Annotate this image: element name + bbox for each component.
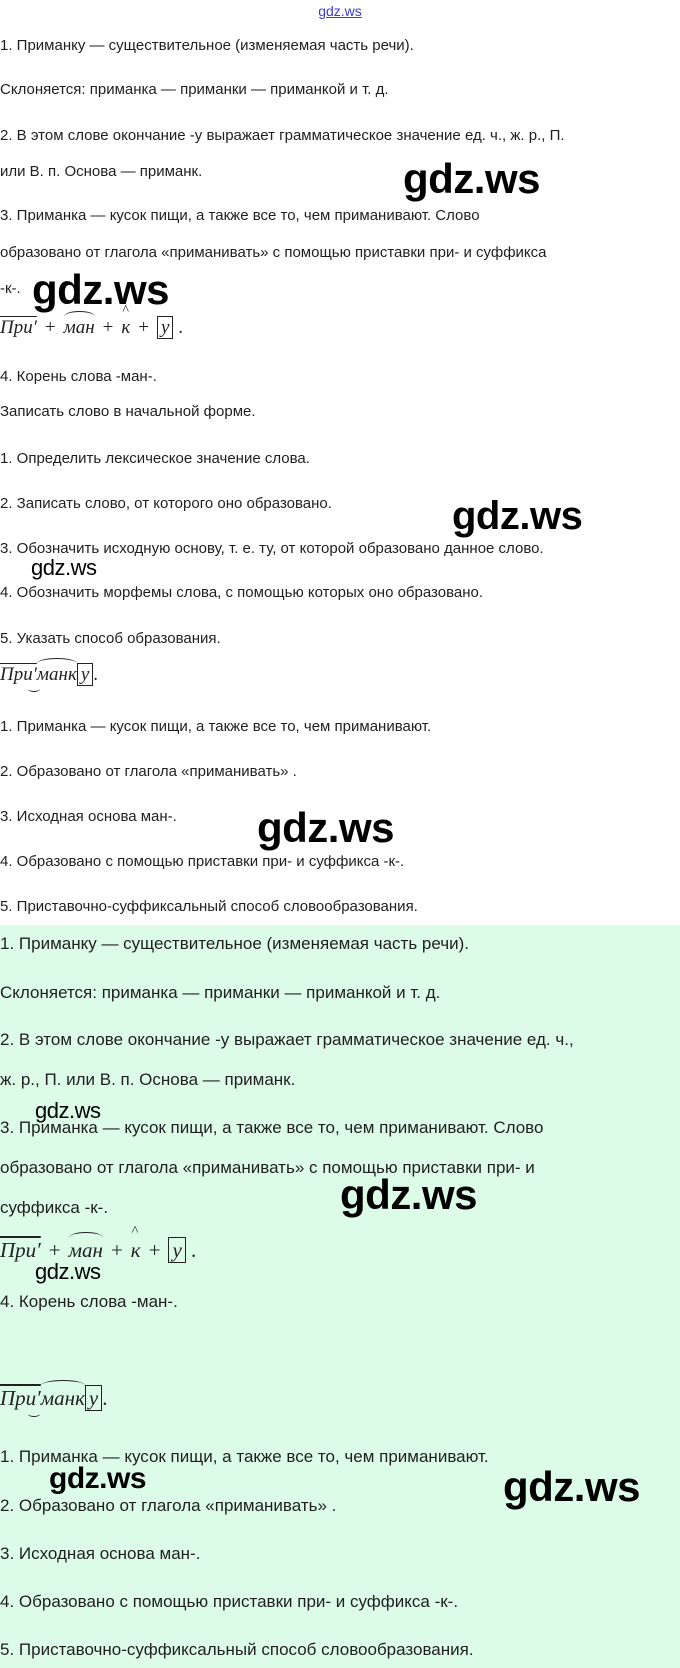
- text-line: образовано от глагола «приманивать» с помощью приставки при- и суффикса: [0, 244, 547, 261]
- text-line: Записать слово в начальной форме.: [0, 403, 256, 420]
- suffix-mark: ^ к: [121, 317, 130, 339]
- watermark: gdz.ws: [49, 1462, 147, 1495]
- text-line: 2. В этом слове окончание -у выражает грамматическое значение ед. ч.,: [0, 1030, 574, 1049]
- text-line: 2. Образовано от глагола «приманивать» .: [0, 1496, 337, 1515]
- prefix-mark: При′: [0, 317, 37, 338]
- text-line: 4. Образовано с помощью приставки при- и суффикса -к-.: [0, 853, 405, 870]
- root-mark: ман: [68, 1238, 103, 1262]
- text-line: или В. п. Основа — приманк.: [0, 163, 203, 180]
- text-line: 3. Исходная основа ман-.: [0, 1544, 201, 1563]
- text-line: 1. Приманку — существительное (изменяемая часть речи).: [0, 37, 414, 54]
- text-line: Склоняется: приманка — приманки — приманкой и т. д.: [0, 983, 441, 1002]
- text-line: 2. В этом слове окончание -у выражает грамматическое значение ед. ч., ж. р., П.: [0, 127, 565, 144]
- suffix-mark: ^ к: [131, 1238, 141, 1263]
- text-line: 3. Приманка — кусок пищи, а также все то, чем приманивают. Слово: [0, 207, 480, 224]
- watermark: gdz.ws: [35, 1098, 101, 1123]
- text-line: 4. Образовано с помощью приставки при- и суффикса -к-.: [0, 1592, 459, 1611]
- ending-mark: у: [85, 1385, 102, 1411]
- watermark: gdz.ws: [452, 494, 583, 538]
- text-line: 3. Обозначить исходную основу, т. е. ту, от которой образовано данное слово.: [0, 540, 544, 557]
- text-line: -к-.: [0, 280, 21, 297]
- stem-mark: манк: [40, 1386, 85, 1410]
- watermark: gdz.ws: [503, 1463, 641, 1510]
- watermark: gdz.ws: [32, 266, 170, 313]
- text-line: 1. Приманка — кусок пищи, а также все то, чем приманивают.: [0, 1447, 489, 1466]
- word-structure-formula: При′манк у .: [0, 1386, 108, 1410]
- top-watermark-link[interactable]: gdz.ws: [318, 3, 362, 19]
- stem-mark: манк: [36, 664, 77, 685]
- ending-mark: у: [168, 1237, 185, 1263]
- text-line: 3. Исходная основа ман-.: [0, 808, 177, 825]
- text-line: 5. Указать способ образования.: [0, 630, 221, 647]
- text-line: 4. Корень слова -ман-.: [0, 368, 157, 385]
- prefix-mark: При′: [0, 1238, 41, 1262]
- text-line: 1. Приманка — кусок пищи, а также все то, чем приманивают.: [0, 718, 432, 735]
- text-line: 5. Приставочно-суффиксальный способ словообразования.: [0, 1640, 474, 1659]
- watermark: gdz.ws: [403, 155, 541, 202]
- text-line: Склоняется: приманка — приманки — приманкой и т. д.: [0, 81, 389, 98]
- watermark: gdz.ws: [31, 555, 97, 580]
- watermark: gdz.ws: [257, 804, 395, 851]
- text-line: образовано от глагола «приманивать» с помощью приставки при- и: [0, 1158, 535, 1177]
- text-line: 2. Образовано от глагола «приманивать» .: [0, 763, 297, 780]
- prefix-mark: При′: [0, 1386, 41, 1410]
- word-structure-formula: При′манк у .: [0, 664, 99, 685]
- ending-mark: у: [157, 316, 173, 339]
- ending-mark: у: [77, 663, 93, 686]
- text-line: 5. Приставочно-суффиксальный способ словообразования.: [0, 898, 418, 915]
- text-line: 3. Приманка — кусок пищи, а также все то, чем приманивают. Слово: [0, 1118, 544, 1137]
- text-line: ж. р., П. или В. п. Основа — приманк.: [0, 1070, 296, 1089]
- watermark: gdz.ws: [35, 1259, 101, 1284]
- morpheme-formula: При′ + ман +^ к + у .: [0, 1238, 196, 1263]
- text-line: 2. Записать слово, от которого оно образовано.: [0, 495, 332, 512]
- watermark: gdz.ws: [340, 1171, 478, 1218]
- morpheme-formula: При′ + ман +^ к + у .: [0, 317, 183, 339]
- text-line: 4. Обозначить морфемы слова, с помощью которых оно образовано.: [0, 584, 484, 601]
- root-mark: ман: [63, 317, 95, 338]
- text-line: 4. Корень слова -ман-.: [0, 1292, 178, 1311]
- text-line: суффикса -к-.: [0, 1198, 109, 1217]
- text-line: 1. Приманку — существительное (изменяемая часть речи).: [0, 934, 469, 953]
- text-line: 1. Определить лексическое значение слова.: [0, 450, 310, 467]
- prefix-mark: При′: [0, 664, 37, 685]
